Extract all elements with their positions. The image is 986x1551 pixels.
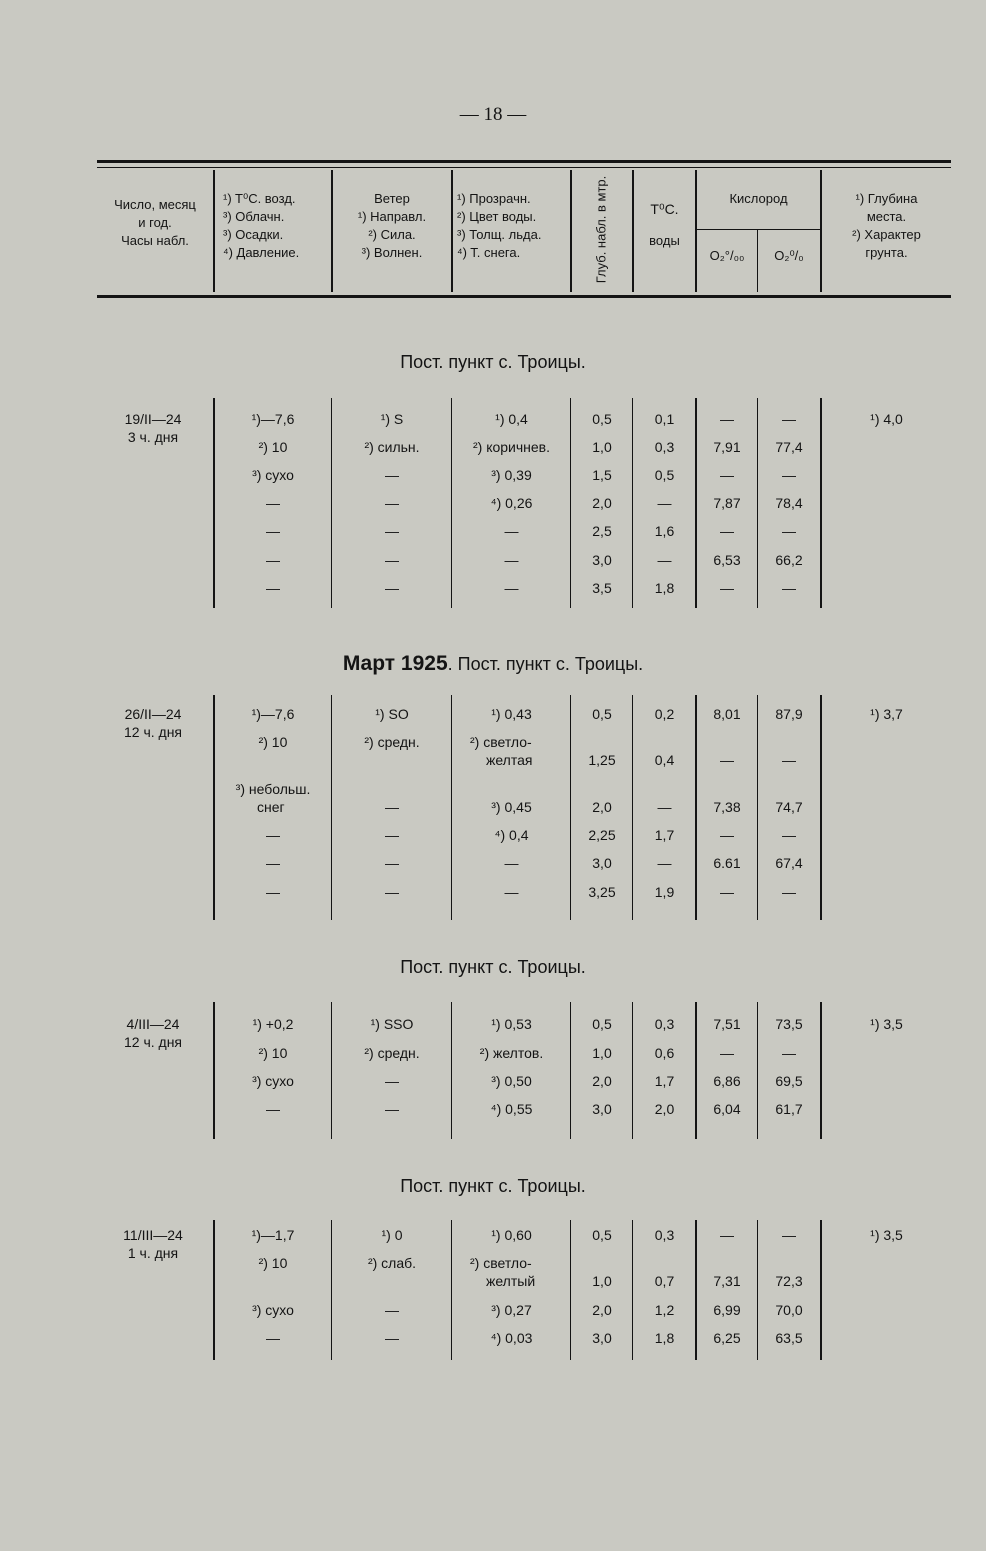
table-cell: ³) сухо bbox=[252, 1302, 294, 1318]
table-cell: — bbox=[657, 799, 672, 815]
table-cell: 61,7 bbox=[775, 1101, 803, 1117]
table-rule bbox=[632, 398, 633, 608]
table-cell: ³) небольш. bbox=[235, 781, 311, 797]
table-cell: — bbox=[720, 752, 734, 768]
table-cell: — bbox=[266, 552, 280, 568]
table-cell: 63,5 bbox=[775, 1330, 803, 1346]
table-cell: 0,2 bbox=[654, 706, 675, 722]
table-cell: 6,86 bbox=[713, 1073, 741, 1089]
table-cell: 0,5 bbox=[592, 411, 612, 427]
table-cell: 6,04 bbox=[713, 1101, 741, 1117]
table-cell: ²) желтов. bbox=[479, 1045, 544, 1061]
table-cell: — bbox=[385, 827, 399, 843]
table-cell: — bbox=[266, 827, 280, 843]
table-cell: — bbox=[782, 467, 796, 483]
table-cell: 0,1 bbox=[654, 411, 675, 427]
header-temp: T⁰C. воды bbox=[649, 201, 680, 248]
table-cell: ³) 0,27 bbox=[491, 1302, 532, 1318]
page-number: — 18 — bbox=[459, 104, 527, 125]
table-rule bbox=[570, 1220, 571, 1360]
table-cell: ¹) +0,2 bbox=[252, 1016, 294, 1032]
observation-date: 19/II—24 3 ч. дня bbox=[124, 411, 182, 445]
table-cell: — bbox=[504, 884, 519, 900]
table-rule bbox=[820, 695, 822, 920]
table-cell: ²) слаб. bbox=[367, 1255, 417, 1271]
table-rule bbox=[570, 1002, 571, 1139]
table-cell: 3,5 bbox=[592, 580, 612, 596]
header-water: ¹) Прозрачн. ²) Цвет воды. ³) Толщ. льда. ⁴) T. снега. bbox=[457, 191, 542, 260]
table-cell: 2,0 bbox=[592, 799, 612, 815]
table-cell: 1,0 bbox=[592, 1273, 612, 1289]
table-cell: ⁴) 0,03 bbox=[490, 1330, 533, 1346]
table-cell: ¹) 0,43 bbox=[491, 706, 532, 722]
table-cell: 7,31 bbox=[713, 1273, 741, 1289]
table-rule bbox=[331, 1002, 332, 1139]
table-cell: — bbox=[657, 495, 672, 511]
table-cell: — bbox=[385, 884, 399, 900]
table-cell: — bbox=[720, 1227, 734, 1243]
header-date: Число, месяц и год. Часы набл. bbox=[114, 197, 196, 248]
table-cell: желтая bbox=[486, 752, 533, 768]
table-cell: — bbox=[504, 552, 519, 568]
table-cell: — bbox=[385, 523, 399, 539]
table-cell: 1,8 bbox=[654, 1330, 675, 1346]
table-cell: — bbox=[657, 552, 672, 568]
table-cell: 0,3 bbox=[654, 439, 675, 455]
table-cell: — bbox=[720, 1045, 734, 1061]
table-cell: 6,99 bbox=[713, 1302, 741, 1318]
table-cell: 0,5 bbox=[654, 467, 675, 483]
header-o2-pct: O₂⁰/₀ bbox=[774, 248, 804, 263]
table-cell: ³) сухо bbox=[252, 467, 294, 483]
table-cell: 3,0 bbox=[592, 552, 612, 568]
table-cell: 3,25 bbox=[588, 884, 616, 900]
table-cell: 3,0 bbox=[592, 1101, 612, 1117]
table-cell: — bbox=[385, 1302, 399, 1318]
header-oxygen: Кислород bbox=[729, 191, 788, 206]
table-cell: 78,4 bbox=[775, 495, 803, 511]
table-cell: 7,91 bbox=[713, 439, 741, 455]
table-cell: ²) светло- bbox=[470, 1255, 532, 1271]
table-cell: ¹) 0,53 bbox=[491, 1016, 532, 1032]
table-cell: 3,0 bbox=[592, 855, 612, 871]
table-cell: — bbox=[385, 799, 399, 815]
table-cell: — bbox=[266, 580, 280, 596]
table-cell: 1,0 bbox=[592, 439, 612, 455]
header-double-rule bbox=[97, 167, 951, 168]
table-cell: 0,5 bbox=[592, 706, 612, 722]
table-cell: 7,87 bbox=[713, 495, 741, 511]
table-cell: 0,7 bbox=[654, 1273, 675, 1289]
table-cell: 6.61 bbox=[713, 855, 741, 871]
table-cell: — bbox=[266, 884, 280, 900]
table-cell: ²) 10 bbox=[258, 1255, 288, 1271]
table-cell: 0,4 bbox=[654, 752, 675, 768]
table-cell: — bbox=[385, 467, 399, 483]
table-cell: — bbox=[720, 827, 734, 843]
table-cell: 0,3 bbox=[654, 1227, 675, 1243]
table-cell: ¹) 0,60 bbox=[491, 1227, 532, 1243]
table-cell: ¹) 3,5 bbox=[870, 1016, 903, 1032]
table-rule bbox=[331, 1220, 332, 1360]
table-cell: ²) коричнев. bbox=[472, 439, 551, 455]
table-rule bbox=[570, 695, 571, 920]
table-cell: ²) 10 bbox=[258, 734, 288, 750]
table-cell: 73,5 bbox=[775, 1016, 803, 1032]
table-cell: 87,9 bbox=[775, 706, 803, 722]
observation-date: 11/III—24 1 ч. дня bbox=[123, 1227, 183, 1261]
table-cell: ²) сильн. bbox=[364, 439, 420, 455]
table-cell: ³) 0,50 bbox=[491, 1073, 532, 1089]
table-cell: ¹) 0 bbox=[381, 1227, 403, 1243]
table-cell: ²) светло- bbox=[470, 734, 532, 750]
table-cell: 67,4 bbox=[775, 855, 803, 871]
table-cell: — bbox=[385, 495, 399, 511]
header-ground: ¹) Глубина места. ²) Характер грунта. bbox=[852, 191, 921, 260]
table-cell: — bbox=[782, 1227, 796, 1243]
table-cell: 0,5 bbox=[592, 1227, 612, 1243]
table-cell: — bbox=[266, 1101, 280, 1117]
table-cell: — bbox=[720, 580, 734, 596]
table-cell: ⁴) 0,26 bbox=[490, 495, 533, 511]
table-cell: ¹)—7,6 bbox=[251, 706, 295, 722]
table-cell: — bbox=[266, 495, 280, 511]
table-cell: — bbox=[782, 1045, 796, 1061]
table-rule bbox=[632, 695, 633, 920]
section-title: Март 1925. Пост. пункт с. Троицы. bbox=[342, 652, 644, 675]
table-cell: — bbox=[782, 411, 796, 427]
header-o2-abs: O₂°/₀₀ bbox=[709, 248, 745, 263]
table-cell: 1,7 bbox=[654, 1073, 675, 1089]
table-cell: — bbox=[385, 855, 399, 871]
table-cell: 74,7 bbox=[775, 799, 803, 815]
table-cell: — bbox=[266, 523, 280, 539]
table-cell: 70,0 bbox=[775, 1302, 803, 1318]
table-cell: ¹) S bbox=[380, 411, 404, 427]
section-title: Пост. пункт с. Троицы. bbox=[400, 352, 586, 372]
table-cell: 2,25 bbox=[588, 827, 616, 843]
table-cell: 2,0 bbox=[654, 1101, 675, 1117]
section-title: Пост. пункт с. Троицы. bbox=[400, 1176, 586, 1196]
table-cell: 2,5 bbox=[592, 523, 612, 539]
table-cell: 8,01 bbox=[713, 706, 741, 722]
table-cell: — bbox=[720, 411, 734, 427]
table-cell: ³) 0,45 bbox=[491, 799, 532, 815]
observation-date: 26/II—24 12 ч. дня bbox=[123, 706, 183, 740]
table-cell: 2,0 bbox=[592, 1302, 612, 1318]
table-cell: — bbox=[385, 1073, 399, 1089]
table-cell: 72,3 bbox=[775, 1273, 803, 1289]
table-cell: ¹) 3,7 bbox=[870, 706, 903, 722]
table-cell: ²) 10 bbox=[258, 1045, 288, 1061]
observation-date: 4/III—24 12 ч. дня bbox=[123, 1016, 183, 1050]
table-cell: 3,0 bbox=[592, 1330, 612, 1346]
table-cell: ¹) 4,0 bbox=[870, 411, 903, 427]
table-cell: — bbox=[720, 467, 734, 483]
table-cell: 66,2 bbox=[775, 552, 803, 568]
table-rule bbox=[331, 695, 332, 920]
header-depth: Глуб. набл. в мтр. bbox=[593, 175, 609, 284]
table-cell: — bbox=[782, 523, 796, 539]
table-cell: — bbox=[782, 827, 796, 843]
table-cell: ³) 0,39 bbox=[491, 467, 532, 483]
table-rule bbox=[632, 1002, 633, 1139]
table-rule bbox=[570, 398, 571, 608]
table-cell: 0,5 bbox=[592, 1016, 612, 1032]
table-cell: 2,0 bbox=[592, 1073, 612, 1089]
table-cell: ²) средн. bbox=[364, 1045, 420, 1061]
table-cell: ¹) 3,5 bbox=[870, 1227, 903, 1243]
table-cell: — bbox=[385, 580, 399, 596]
section-title: Пост. пункт с. Троицы. bbox=[400, 957, 586, 977]
header-air: ¹) T⁰C. возд. ³) Облачн. ³) Осадки. ⁴) Давление. bbox=[223, 191, 300, 260]
table-rule bbox=[331, 398, 332, 608]
table-cell: ¹) 0,4 bbox=[495, 411, 528, 427]
table-rule bbox=[695, 170, 697, 292]
table-cell: желтый bbox=[486, 1273, 536, 1289]
table-cell: — bbox=[385, 1101, 399, 1117]
header-wind: Ветер ¹) Направл. ²) Сила. ³) Волнен. bbox=[357, 191, 427, 260]
table-cell: — bbox=[266, 855, 280, 871]
table-cell: 77,4 bbox=[775, 439, 803, 455]
table-cell: 7,51 bbox=[713, 1016, 741, 1032]
table-cell: 0,6 bbox=[654, 1045, 675, 1061]
table-rule bbox=[451, 695, 452, 920]
table-cell: ¹)—7,6 bbox=[251, 411, 295, 427]
table-rule bbox=[451, 398, 452, 608]
table-cell: 1,7 bbox=[654, 827, 675, 843]
table-cell: ³) сухо bbox=[252, 1073, 294, 1089]
table-cell: 6,25 bbox=[713, 1330, 741, 1346]
table-cell: — bbox=[504, 855, 519, 871]
table-cell: — bbox=[266, 1330, 280, 1346]
table-cell: — bbox=[385, 1330, 399, 1346]
table-cell: 0,3 bbox=[654, 1016, 675, 1032]
table-cell: ²) средн. bbox=[364, 734, 420, 750]
table-cell: 2,0 bbox=[592, 495, 612, 511]
table-cell: — bbox=[504, 580, 519, 596]
table-cell: — bbox=[782, 884, 796, 900]
table-cell: ¹)—1,7 bbox=[251, 1227, 295, 1243]
table-cell: 1,6 bbox=[654, 523, 675, 539]
table-cell: ¹) SO bbox=[375, 706, 409, 722]
table-rule bbox=[451, 1220, 452, 1360]
table-cell: ²) 10 bbox=[258, 439, 288, 455]
table-rule bbox=[697, 229, 820, 230]
table-cell: 1,8 bbox=[654, 580, 675, 596]
table-cell: — bbox=[782, 580, 796, 596]
table-cell: 1,2 bbox=[654, 1302, 675, 1318]
table-cell: 1,25 bbox=[588, 752, 616, 768]
table-cell: 6,53 bbox=[713, 552, 741, 568]
table-rule bbox=[632, 1220, 633, 1360]
table-cell: снег bbox=[257, 799, 285, 815]
table-rule bbox=[451, 1002, 452, 1139]
table-cell: — bbox=[657, 855, 672, 871]
table-cell: 69,5 bbox=[775, 1073, 803, 1089]
table-cell: 1,9 bbox=[654, 884, 675, 900]
table-cell: ¹) SSO bbox=[370, 1016, 414, 1032]
table-cell: — bbox=[720, 884, 734, 900]
table-cell: — bbox=[782, 752, 796, 768]
table-cell: ⁴) 0,4 bbox=[494, 827, 529, 843]
table-cell: 1,5 bbox=[592, 467, 612, 483]
table-cell: ⁴) 0,55 bbox=[490, 1101, 533, 1117]
table-cell: 7,38 bbox=[713, 799, 741, 815]
table-cell: 1,0 bbox=[592, 1045, 612, 1061]
table-cell: — bbox=[385, 552, 399, 568]
table-cell: — bbox=[720, 523, 734, 539]
table-rule bbox=[820, 398, 822, 608]
table-cell: — bbox=[504, 523, 519, 539]
table-rule bbox=[570, 170, 572, 292]
